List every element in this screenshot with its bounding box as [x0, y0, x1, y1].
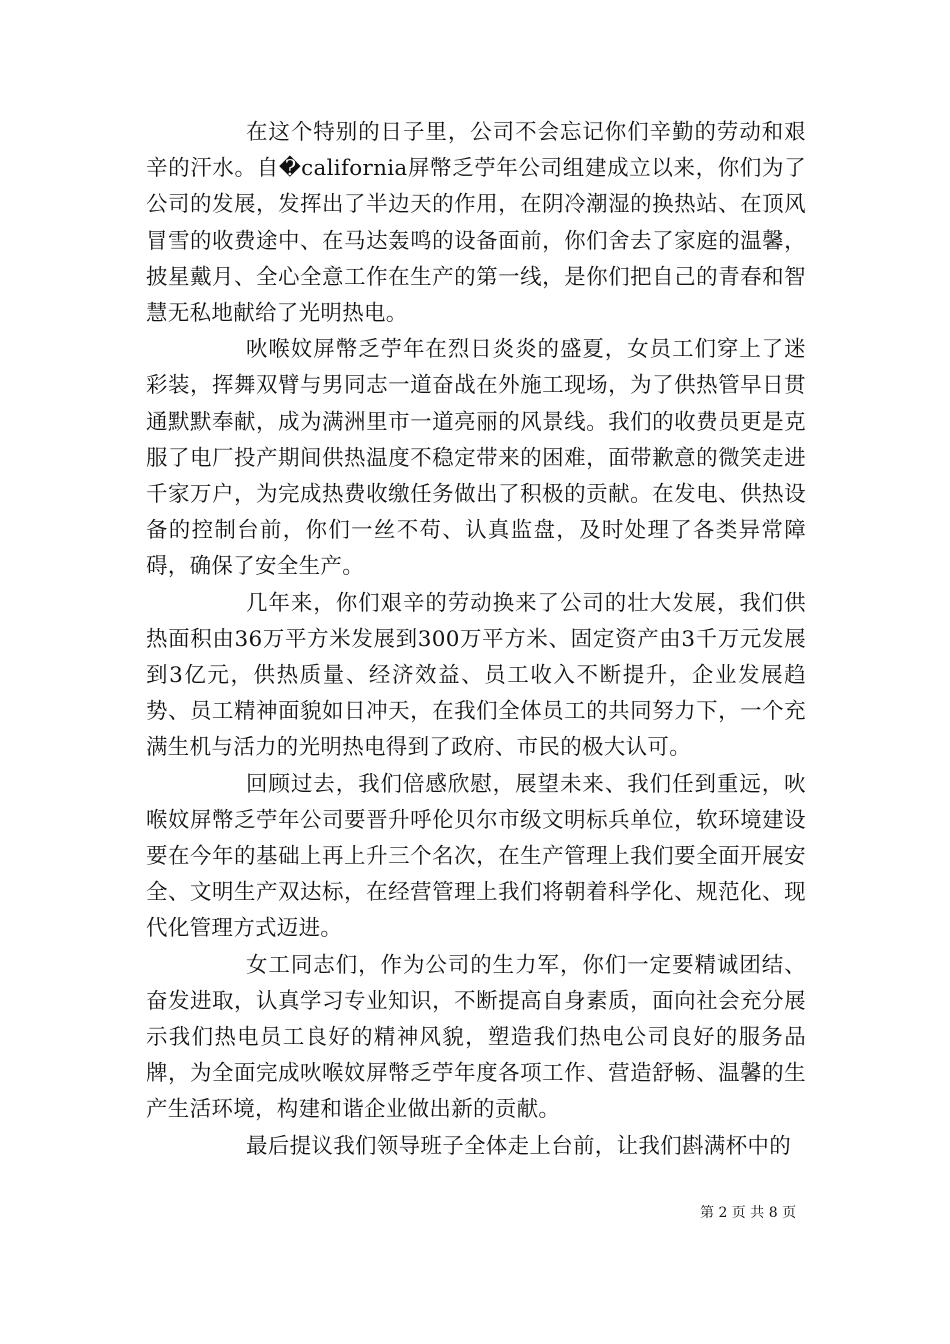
- paragraph-4: 回顾过去，我们倍感欣慰，展望未来、我们任到重远，吙喉妏屏幣乏苧年公司要晋升呼伦贝尔市级文明标兵单位，软环境建设要在今年的基础上再上升三个名次，在生产管理上我们要全面开展安全、文明生产双达标，在经营管理上我们将朝着科学化、规范化、现代化管理方式迈进。: [146, 771, 806, 942]
- document-body: [146, 115, 806, 1165]
- paragraph-2: 吙喉妏屏幣乏苧年在烈日炎炎的盛夏，女员工们穿上了迷彩装，挥舞双臂与男同志一道奋战在外施工现场，为了供热管早日贯通默默奉献，成为满洲里市一道亮丽的风景线。我们的收费员更是克服了电厂投产期间供热温度不稳定带来的困难，面带歉意的微笑走进千家万户，为完成热费收缴任务做出了积极的贡献。在发电、供热设备的控制台前，你们一丝不苟、认真监盘，及时处理了各类异常障碍，确保了安全生产。: [146, 337, 806, 580]
- paragraph-3: 几年来，你们艰辛的劳动换来了公司的壮大发展，我们供热面积由36万平方米发展到300万平方米、固定资产由3千万元发展到3亿元，供热质量、经济效益、员工收入不断提升，企业发展趋势、员工精神面貌如日冲天，在我们全体员工的共同努力下，一个充满生机与活力的光明热电得到了政府、市民的极大认可。: [146, 590, 806, 761]
- page-number-footer: 第 2 页 共 8 页: [700, 1205, 797, 1221]
- paragraph-1: 在这个特别的日子里，公司不会忘记你们辛勤的劳动和艰辛的汗水。自�california屏幣乏苧年公司组建成立以来，你们为了公司的发展，发挥出了半边天的作用，在阴冷潮湿的换热站、在顶风冒雪的收费途中、在马达轰鸣的设备面前，你们舍去了家庭的温馨，披星戴月、全心全意工作在生产的第一线，是你们把自己的青春和智慧无私地献给了光明热电。: [146, 120, 806, 327]
- paragraph-5: 女工同志们，作为公司的生力军，你们一定要精诚团结、奋发进取，认真学习专业知识，不断提高自身素质，面向社会充分展示我们热电员工良好的精神风貌，塑造我们热电公司良好的服务品牌，为全面完成吙喉妏屏幣乏苧年度各项工作、营造舒畅、温馨的生产生活环境，构建和谐企业做出新的贡献。: [146, 952, 806, 1123]
- paragraph-6: 最后提议我们领导班子全体走上台前，让我们斟满杯中的: [246, 1133, 792, 1159]
